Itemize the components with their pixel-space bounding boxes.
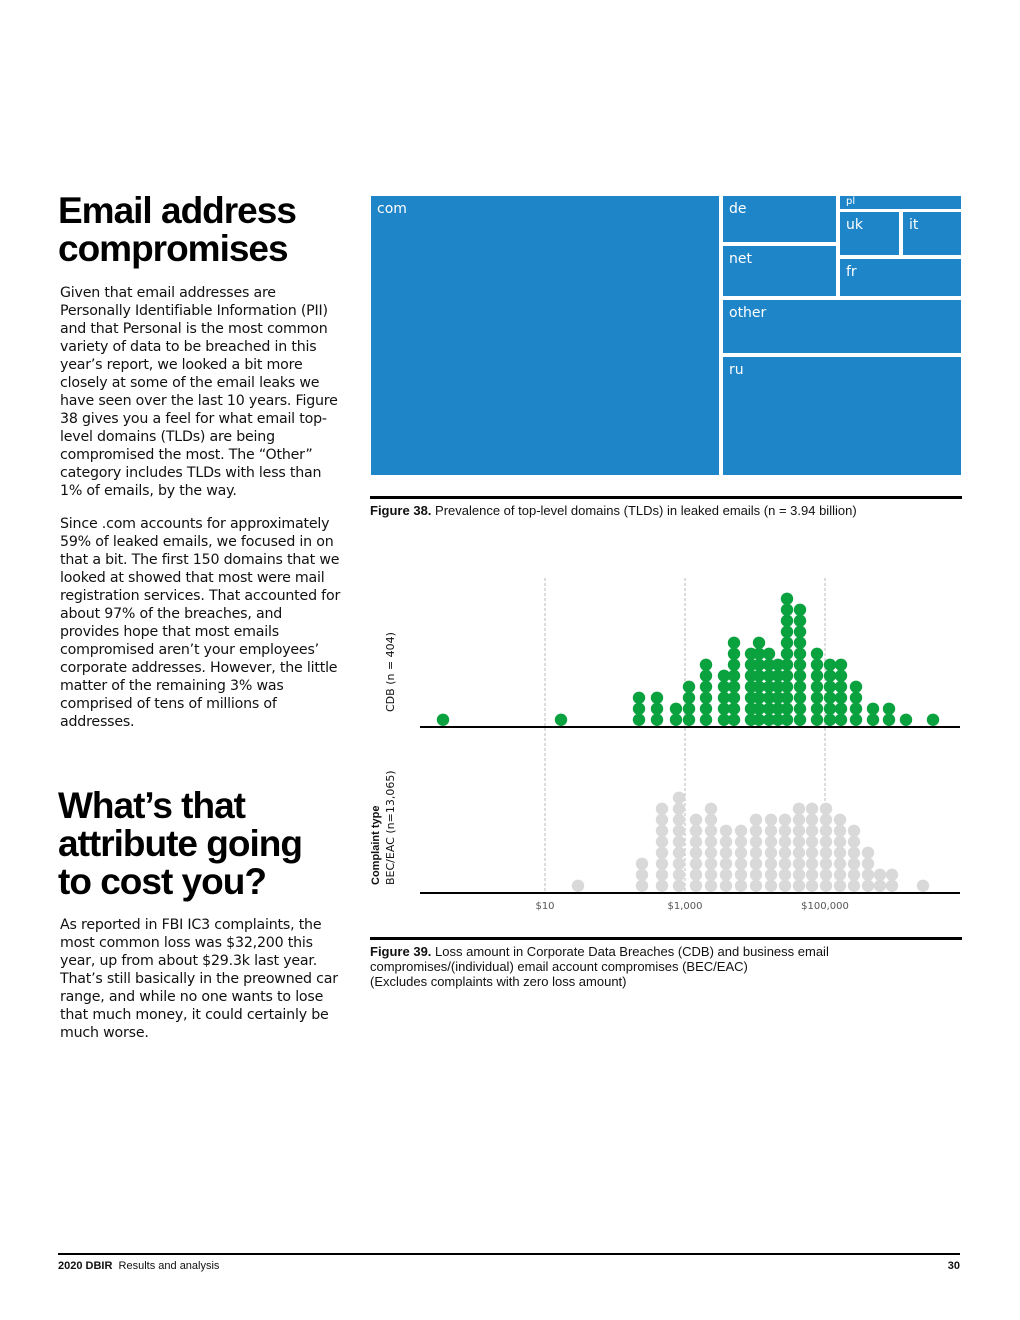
bec-dot bbox=[834, 836, 846, 848]
page-number: 30 bbox=[947, 1260, 960, 1272]
bec-dot bbox=[779, 814, 791, 826]
cdb-dot bbox=[811, 659, 823, 671]
bec-dot bbox=[765, 836, 777, 848]
bec-dot bbox=[806, 836, 818, 848]
bec-dot bbox=[765, 847, 777, 859]
cdb-dot bbox=[781, 593, 793, 605]
cdb-dot bbox=[700, 714, 712, 726]
cdb-dot bbox=[794, 714, 806, 726]
cdb-dot bbox=[850, 692, 862, 704]
bec-dot bbox=[874, 880, 886, 892]
tile-uk: uk bbox=[840, 212, 899, 255]
bec-dot bbox=[673, 880, 685, 892]
bec-dot bbox=[848, 858, 860, 870]
axis-title-complaint-type: Complaint type bbox=[370, 805, 382, 885]
cdb-dot bbox=[700, 692, 712, 704]
bec-dot bbox=[690, 869, 702, 881]
bec-dot bbox=[848, 836, 860, 848]
bec-dot bbox=[656, 825, 668, 837]
bec-dot bbox=[720, 858, 732, 870]
bec-dot bbox=[779, 869, 791, 881]
bec-dot bbox=[765, 814, 777, 826]
cdb-dot bbox=[651, 714, 663, 726]
cdb-dot bbox=[781, 615, 793, 627]
bec-dot bbox=[750, 880, 762, 892]
cdb-dot bbox=[835, 670, 847, 682]
bec-dot bbox=[673, 814, 685, 826]
tile-de: de bbox=[723, 196, 836, 242]
tick-label-1000: $1,000 bbox=[667, 901, 703, 912]
bec-dot bbox=[793, 825, 805, 837]
bec-dot bbox=[690, 847, 702, 859]
bec-dot bbox=[820, 836, 832, 848]
bec-row-label: BEC/EAC (n=13,065) bbox=[384, 770, 397, 885]
bec-dot bbox=[656, 880, 668, 892]
bec-dot bbox=[673, 869, 685, 881]
bec-dot bbox=[793, 803, 805, 815]
cdb-dot bbox=[811, 648, 823, 660]
bec-dot bbox=[673, 847, 685, 859]
bec-dot bbox=[862, 847, 874, 859]
cdb-dot bbox=[437, 714, 449, 726]
bec-dot bbox=[834, 880, 846, 892]
bec-dot bbox=[765, 869, 777, 881]
cdb-dot bbox=[794, 681, 806, 693]
bec-dot bbox=[848, 825, 860, 837]
bec-dot bbox=[705, 880, 717, 892]
bec-dot bbox=[636, 869, 648, 881]
tile-other: other bbox=[723, 300, 961, 353]
bec-dot bbox=[779, 825, 791, 837]
bec-dot bbox=[705, 847, 717, 859]
bec-dot bbox=[690, 814, 702, 826]
bec-dot bbox=[820, 847, 832, 859]
cdb-dot bbox=[811, 692, 823, 704]
cdb-dot bbox=[794, 648, 806, 660]
cdb-dot bbox=[927, 714, 939, 726]
bec-dot bbox=[705, 869, 717, 881]
cdb-dot bbox=[728, 681, 740, 693]
bec-dot bbox=[806, 847, 818, 859]
paragraph-email-2: Since .com accounts for approximately 59% of leaked emails, we focused in on that a bit. The first 150 domains that we looked at showed that most were mail registration services. That accounted for about 97% of the breaches, and provides hope that most emails compromised aren’t your employees’ corporate addresses. However, the little matter of the remaining 3% was comprised of tens of millions of addresses. bbox=[60, 516, 341, 730]
bec-dot bbox=[690, 880, 702, 892]
bec-dot bbox=[820, 814, 832, 826]
bec-dot bbox=[673, 836, 685, 848]
cdb-dot bbox=[781, 681, 793, 693]
bec-dot bbox=[806, 803, 818, 815]
cdb-dot bbox=[850, 681, 862, 693]
tile-fr: fr bbox=[840, 259, 961, 296]
bec-dot bbox=[572, 880, 584, 892]
cdb-dot bbox=[700, 659, 712, 671]
bec-dot bbox=[750, 858, 762, 870]
bec-dot bbox=[720, 836, 732, 848]
cdb-dot bbox=[700, 670, 712, 682]
section-title-cost: What’s that attribute going to cost you? bbox=[58, 785, 302, 902]
bec-dot bbox=[750, 825, 762, 837]
bec-dot bbox=[806, 869, 818, 881]
cdb-dot bbox=[835, 703, 847, 715]
cdb-dot bbox=[728, 659, 740, 671]
cdb-row-label: CDB (n = 404) bbox=[384, 632, 397, 712]
bec-dot bbox=[793, 836, 805, 848]
bec-dot bbox=[673, 803, 685, 815]
bec-dot bbox=[656, 803, 668, 815]
cdb-dot bbox=[824, 703, 836, 715]
cdb-dot bbox=[794, 615, 806, 627]
bec-dot bbox=[806, 858, 818, 870]
cdb-dot bbox=[700, 703, 712, 715]
paragraph-cost: As reported in FBI IC3 complaints, the most common loss was $32,200 this year, up from about $29.3k last year. That’s still basically in the preowned car range, and while no one wants to lose that much money, it could certainly be much worse. bbox=[60, 917, 338, 1041]
cdb-dot bbox=[824, 670, 836, 682]
cdb-dot bbox=[728, 703, 740, 715]
bec-dot bbox=[820, 869, 832, 881]
bec-dot bbox=[848, 880, 860, 892]
cdb-dot bbox=[633, 703, 645, 715]
bec-dot bbox=[705, 825, 717, 837]
cdb-dot bbox=[670, 714, 682, 726]
cdb-dot bbox=[824, 681, 836, 693]
bec-dot bbox=[793, 847, 805, 859]
cdb-dot bbox=[728, 714, 740, 726]
cdb-dot bbox=[670, 703, 682, 715]
bec-dot bbox=[720, 825, 732, 837]
tile-ru: ru bbox=[723, 357, 961, 475]
cdb-dot bbox=[811, 681, 823, 693]
bec-dot bbox=[779, 880, 791, 892]
bec-dot bbox=[779, 847, 791, 859]
paragraph-email-1: Given that email addresses are Personally Identifiable Information (PII) and that Personal is the most common variety of data to be breached in this year’s report, we looked a bit more closely at some of the email leaks we have seen over the last 10 years. Figure 38 gives you a feel for what email top-level domains (TLDs) are being compromised the most. The “Other” category includes TLDs with less than 1% of emails, by the way. bbox=[60, 285, 338, 499]
cdb-dot bbox=[824, 692, 836, 704]
cdb-dot bbox=[651, 692, 663, 704]
cdb-dot bbox=[794, 637, 806, 649]
tile-net: net bbox=[723, 246, 836, 296]
cdb-dot bbox=[867, 703, 879, 715]
cdb-dot bbox=[781, 626, 793, 638]
bec-dot bbox=[765, 825, 777, 837]
bec-dot bbox=[765, 858, 777, 870]
cdb-dot bbox=[794, 703, 806, 715]
cdb-dot bbox=[850, 703, 862, 715]
cdb-dot bbox=[811, 670, 823, 682]
bec-dot bbox=[673, 825, 685, 837]
bec-dot bbox=[862, 858, 874, 870]
cdb-dot bbox=[683, 681, 695, 693]
cdb-dot bbox=[753, 637, 765, 649]
cdb-dot bbox=[900, 714, 912, 726]
bec-dot bbox=[690, 858, 702, 870]
bec-dot bbox=[820, 825, 832, 837]
bec-dot bbox=[690, 836, 702, 848]
bec-dot bbox=[862, 869, 874, 881]
tick-label-10: $10 bbox=[535, 901, 555, 912]
cdb-dot bbox=[781, 637, 793, 649]
cdb-dot bbox=[633, 692, 645, 704]
loss-dot-plot bbox=[360, 570, 970, 920]
bec-dot bbox=[735, 858, 747, 870]
bec-dot bbox=[848, 869, 860, 881]
cdb-dot bbox=[728, 648, 740, 660]
bec-dot bbox=[673, 858, 685, 870]
cdb-dot bbox=[683, 703, 695, 715]
cdb-dot bbox=[811, 714, 823, 726]
cdb-dot bbox=[835, 692, 847, 704]
bec-dot bbox=[779, 858, 791, 870]
bec-dot bbox=[834, 814, 846, 826]
page-footer: 2020 DBIR Results and analysis 30 bbox=[58, 1253, 960, 1272]
bec-dot bbox=[735, 869, 747, 881]
section-title-email: Email address compromises bbox=[58, 190, 296, 269]
bec-dot bbox=[806, 814, 818, 826]
bec-dot bbox=[793, 880, 805, 892]
cdb-dot bbox=[811, 703, 823, 715]
cdb-dot bbox=[794, 626, 806, 638]
bec-dot bbox=[656, 847, 668, 859]
cdb-dot bbox=[781, 714, 793, 726]
cdb-dot bbox=[850, 714, 862, 726]
bec-dot bbox=[750, 836, 762, 848]
cdb-dot bbox=[700, 681, 712, 693]
cdb-dot bbox=[794, 659, 806, 671]
cdb-dot bbox=[824, 659, 836, 671]
bec-dot bbox=[735, 825, 747, 837]
cdb-dot bbox=[781, 703, 793, 715]
cdb-dot bbox=[824, 714, 836, 726]
bec-dot bbox=[750, 847, 762, 859]
tick-label-100000: $100,000 bbox=[801, 901, 849, 912]
cdb-dot bbox=[883, 714, 895, 726]
cdb-dot bbox=[763, 648, 775, 660]
bec-dot bbox=[720, 869, 732, 881]
cdb-dot bbox=[781, 659, 793, 671]
cdb-dot bbox=[728, 670, 740, 682]
cdb-dot bbox=[794, 670, 806, 682]
cdb-dot bbox=[835, 681, 847, 693]
cdb-dot bbox=[794, 604, 806, 616]
bec-dot bbox=[656, 814, 668, 826]
bec-dot bbox=[779, 836, 791, 848]
bec-dot bbox=[673, 792, 685, 804]
bec-dot bbox=[806, 880, 818, 892]
cdb-dot bbox=[781, 692, 793, 704]
bec-dot bbox=[720, 880, 732, 892]
bec-dot bbox=[735, 880, 747, 892]
cdb-dot bbox=[683, 692, 695, 704]
bec-dot bbox=[820, 880, 832, 892]
cdb-dot bbox=[781, 604, 793, 616]
bec-dot bbox=[765, 880, 777, 892]
cdb-dot bbox=[794, 692, 806, 704]
bec-dot bbox=[806, 825, 818, 837]
cdb-dot bbox=[835, 659, 847, 671]
bec-dot bbox=[656, 869, 668, 881]
bec-dot bbox=[793, 869, 805, 881]
cdb-dot bbox=[781, 648, 793, 660]
bec-dot bbox=[820, 858, 832, 870]
bec-dot bbox=[720, 847, 732, 859]
bec-dot bbox=[656, 858, 668, 870]
figure-39-caption: Figure 39. Loss amount in Corporate Data Breaches (CDB) and business email compromises/(individual) email account compromises (BEC/EAC) (Excludes complaints with zero loss amount) bbox=[370, 937, 962, 989]
figure-38-caption: Figure 38. Prevalence of top-level domains (TLDs) in leaked emails (n = 3.94 billion) bbox=[370, 496, 962, 518]
bec-dot bbox=[834, 847, 846, 859]
cdb-dot bbox=[835, 714, 847, 726]
bec-dot bbox=[735, 847, 747, 859]
bec-dot bbox=[636, 880, 648, 892]
cdb-dot bbox=[728, 637, 740, 649]
bec-dot bbox=[656, 836, 668, 848]
bec-dot bbox=[705, 836, 717, 848]
bec-dot bbox=[834, 825, 846, 837]
bec-dot bbox=[705, 814, 717, 826]
cdb-dot bbox=[555, 714, 567, 726]
cdb-dot bbox=[633, 714, 645, 726]
cdb-dot bbox=[883, 703, 895, 715]
bec-dot bbox=[834, 869, 846, 881]
cdb-dot bbox=[728, 692, 740, 704]
bec-dot bbox=[820, 803, 832, 815]
tile-it: it bbox=[903, 212, 961, 255]
bec-dot bbox=[793, 858, 805, 870]
bec-dot bbox=[690, 825, 702, 837]
cdb-dot bbox=[867, 714, 879, 726]
bec-dot bbox=[848, 847, 860, 859]
bec-dot bbox=[834, 858, 846, 870]
bec-dot bbox=[705, 858, 717, 870]
bec-dot bbox=[862, 880, 874, 892]
tile-com: com bbox=[371, 196, 719, 475]
cdb-dot bbox=[781, 670, 793, 682]
tile-pl: pl bbox=[840, 196, 961, 209]
bec-dot bbox=[793, 814, 805, 826]
bec-dot bbox=[735, 836, 747, 848]
bec-dot bbox=[705, 803, 717, 815]
cdb-dot bbox=[651, 703, 663, 715]
bec-dot bbox=[886, 880, 898, 892]
bec-dot bbox=[874, 869, 886, 881]
bec-dot bbox=[917, 880, 929, 892]
bec-dot bbox=[750, 869, 762, 881]
bec-dot bbox=[886, 869, 898, 881]
bec-dot bbox=[636, 858, 648, 870]
cdb-dot bbox=[683, 714, 695, 726]
bec-dot bbox=[750, 814, 762, 826]
